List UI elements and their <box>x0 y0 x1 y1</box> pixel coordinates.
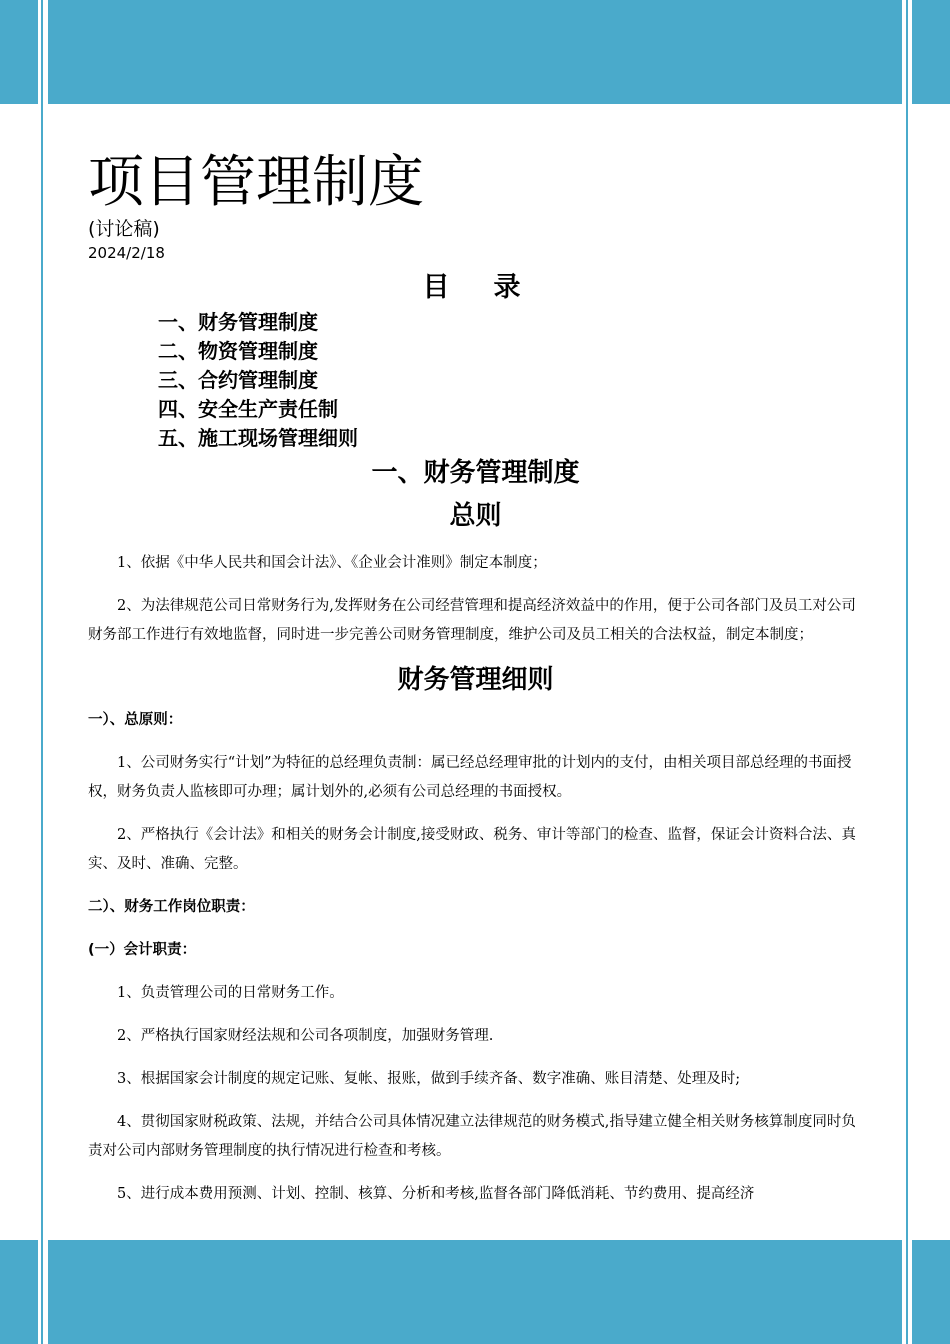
rules-title: 财务管理细则 <box>397 665 554 695</box>
document-subtitle: (讨论稿) <box>88 218 160 240</box>
general-title: 总则 <box>449 501 502 531</box>
paragraph: 1、公司财务实行“计划”为特征的总经理负责制：属已经总经理审批的计划内的支付，由相关项目部总经理的书面授权，财务负责人监核即可办理；属计划外的,必须有公司总经理的书面授权。 <box>88 755 852 800</box>
document-date: 2024/2/18 <box>88 244 165 262</box>
footer-band <box>48 1240 902 1344</box>
header-band-left <box>0 0 38 104</box>
section-heading: 一）、总原则： <box>88 712 183 728</box>
subsection-heading: (一）会计职责： <box>88 942 197 958</box>
header-band-right <box>912 0 950 104</box>
duty-item: 1、负责管理公司的日常财务工作。 <box>117 985 344 1001</box>
toc-item[interactable]: 五、施工现场管理细则 <box>158 426 358 450</box>
toc-item[interactable]: 四、安全生产责任制 <box>158 397 338 421</box>
toc-item[interactable]: 一、财务管理制度 <box>158 310 318 334</box>
paragraph: 2、为法律规范公司日常财务行为,发挥财务在公司经营管理和提高经济效益中的作用，便于公司各部门及员工对公司财务部工作进行有效地监督，同时进一步完善公司财务管理制度，维护公司及员工相关的合法权益，制定本制度； <box>88 598 856 643</box>
toc-heading <box>88 268 863 308</box>
toc-item[interactable]: 二、物资管理制度 <box>158 339 318 363</box>
paragraph: 1、依据《中华人民共和国会计法》、《企业会计准则》制定本制度； <box>117 555 547 571</box>
footer-band-right <box>912 1240 950 1344</box>
document-body <box>88 150 863 1209</box>
page-border-left <box>41 0 43 1344</box>
document-title: 项目管理制度 <box>88 150 424 215</box>
toc-heading-part-b: 录 <box>493 272 529 303</box>
table-of-contents <box>88 308 863 453</box>
duty-item: 3、根据国家会计制度的规定记账、复帐、报账，做到手续齐备、数字准确、账目清楚、处理及时; <box>117 1071 741 1087</box>
duty-item: 2、严格执行国家财经法规和公司各项制度，加强财务管理. <box>117 1028 494 1044</box>
toc-item[interactable]: 三、合约管理制度 <box>158 368 318 392</box>
duty-item: 5、进行成本费用预测、计划、控制、核算、分析和考核,监督各部门降低消耗、节约费用、提高经济 <box>117 1186 755 1202</box>
chapter-title: 一、财务管理制度 <box>371 458 580 488</box>
paragraph: 2、严格执行《会计法》和相关的财务会计制度,接受财政、税务、审计等部门的检查、监督，保证会计资料合法、真实、及时、准确、完整。 <box>88 827 856 872</box>
section-heading: 二）、财务工作岗位职责： <box>88 899 255 915</box>
footer-band-left <box>0 1240 38 1344</box>
page-border-right <box>906 0 908 1344</box>
toc-heading-part-a: 目 <box>422 272 458 303</box>
duty-item: 4、贯彻国家财税政策、法规，并结合公司具体情况建立法律规范的财务模式,指导建立健全相关财务核算制度同时负责对公司内部财务管理制度的执行情况进行检查和考核。 <box>88 1114 856 1159</box>
header-band <box>48 0 902 104</box>
